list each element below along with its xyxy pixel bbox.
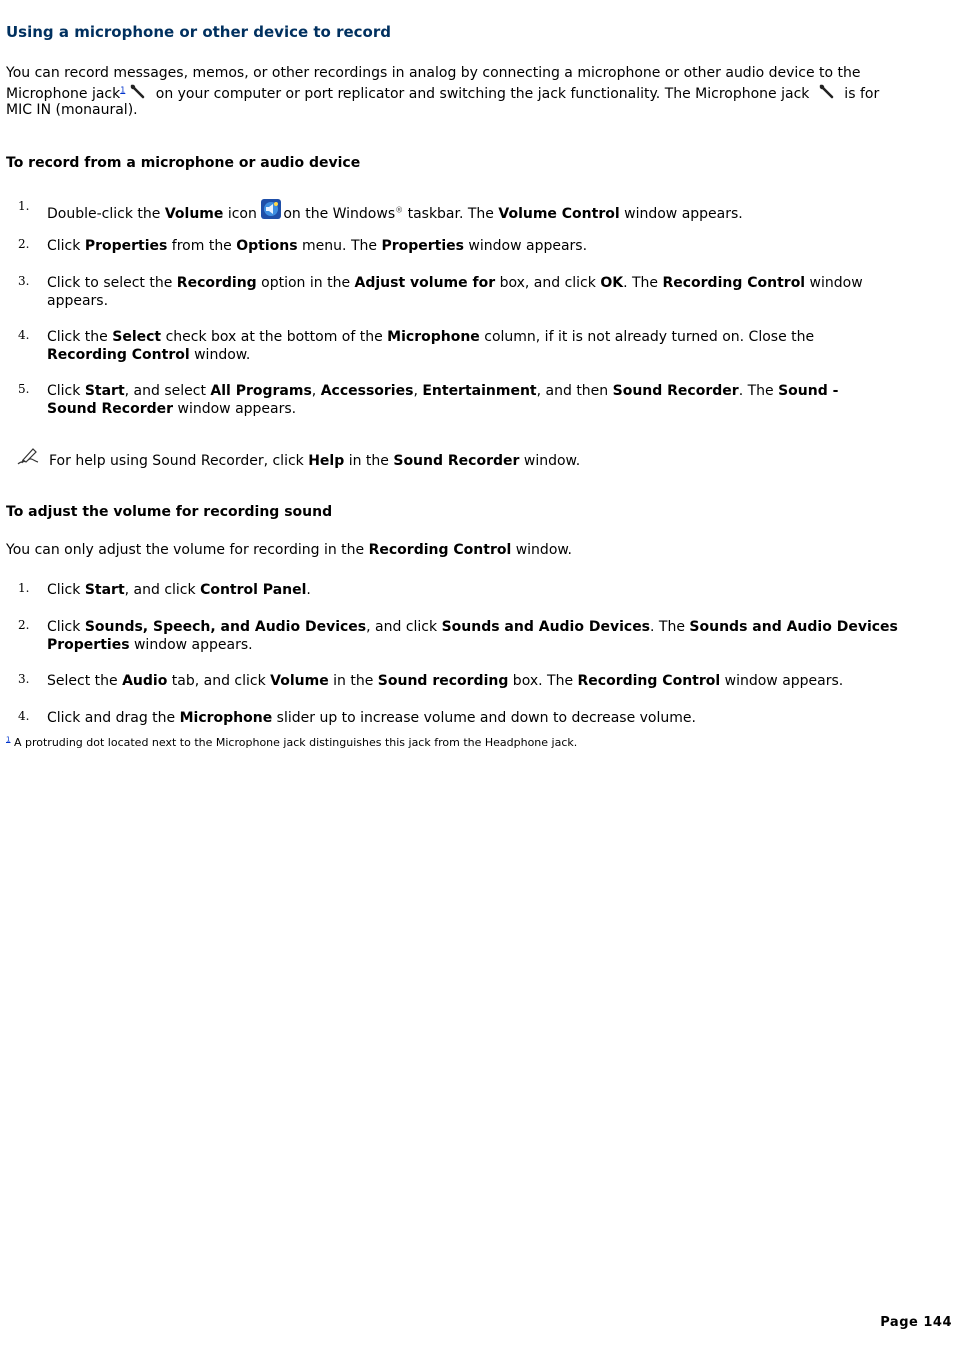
step-text: Click the Select check box at the bottom of the Microphone column, if it is not already turned on. Close the Recording Control window.: [47, 329, 815, 363]
step-text: Click Properties from the Options menu. The Properties window appears.: [47, 238, 588, 254]
intro-paragraph: [6, 63, 941, 118]
intro-line-2: Microphone jack$^1$ on your computer or port replicator and switching the jack functionality. The Microphone jack is for: [6, 85, 880, 102]
step-text: Click to select the Recording option in the Adjust volume for box, and click OK. The Recording Control window appears.: [47, 275, 863, 309]
step-number: 1.: [18, 581, 30, 595]
step-number: 2.: [18, 237, 30, 251]
step-number: 5.: [18, 382, 30, 396]
step-number: 3.: [18, 672, 30, 686]
footnote-reference[interactable]: 1: [120, 85, 126, 95]
microphone-jack-icon: [818, 84, 836, 100]
step-number: 4.: [18, 709, 30, 723]
step-number: 2.: [18, 618, 30, 632]
step-text: Click Start, and click Control Panel.: [47, 582, 311, 598]
footnote: $^1$ A protruding dot located next to the Microphone jack distinguishes this jack from the Headphone jack.: [6, 735, 578, 749]
volume-icon: [261, 199, 281, 219]
step-text: Select the Audio tab, and click Volume in the Sound recording box. The Recording Control window appears.: [47, 673, 844, 689]
step-text: Double-click the Volume icon on the Windows® taskbar. The Volume Control window appears.: [47, 199, 917, 223]
step-number: 4.: [18, 328, 30, 342]
note-text: For help using Sound Recorder, click Help in the Sound Recorder window.: [49, 453, 581, 469]
step-text: Click and drag the Microphone slider up to increase volume and down to decrease volume.: [47, 710, 696, 726]
footnote-anchor[interactable]: 1: [6, 735, 11, 744]
step-number: 3.: [18, 274, 30, 288]
note-pencil-icon: [16, 446, 40, 466]
page-number: Page 144: [880, 1315, 952, 1330]
adjust-paragraph: You can only adjust the volume for recording in the Recording Control window.: [6, 542, 572, 558]
step-text: Click Sounds, Speech, and Audio Devices, and click Sounds and Audio Devices. The Sounds and Audio Devices Properties window appears.: [47, 619, 898, 653]
section-heading-record: To record from a microphone or audio device: [6, 155, 361, 171]
microphone-jack-icon: [129, 84, 147, 100]
step-number: 1.: [18, 199, 30, 213]
step-text: Click Start, and select All Programs, Accessories, Entertainment, and then Sound Recorder. The Sound - Sound Recorder window appears.: [47, 383, 839, 417]
page-title: Using a microphone or other device to record: [6, 23, 391, 41]
intro-line-1: You can record messages, memos, or other recordings in analog by connecting a microphone or other audio device to the: [6, 65, 861, 81]
section-heading-adjust: To adjust the volume for recording sound: [6, 504, 333, 520]
intro-line-3: MIC IN (monaural).: [6, 102, 138, 118]
